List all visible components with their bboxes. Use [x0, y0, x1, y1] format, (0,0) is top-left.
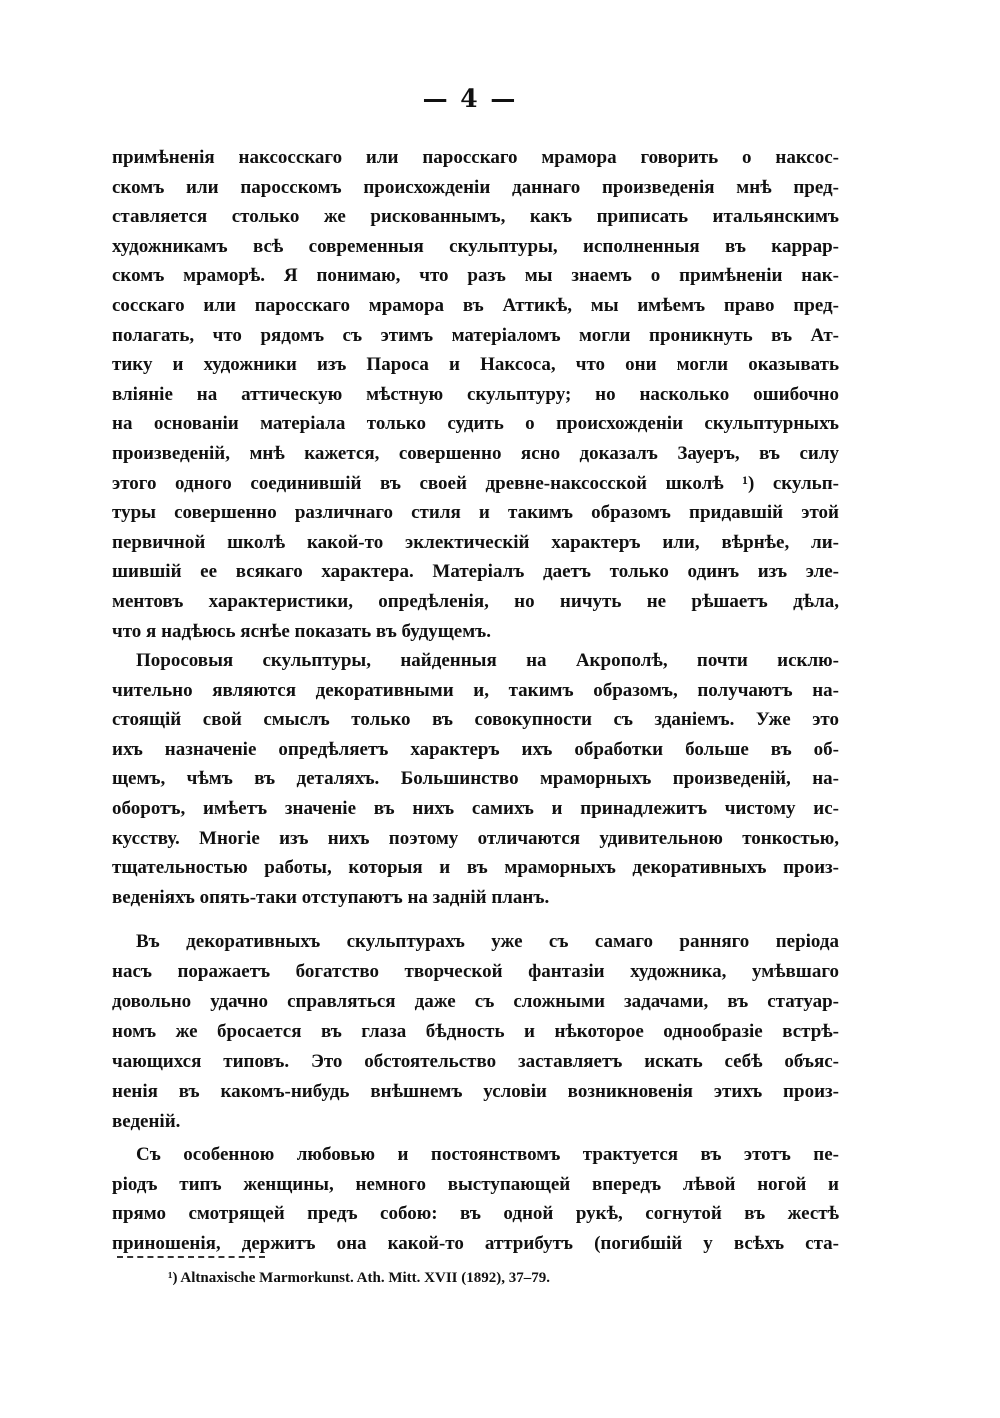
text-line: примѣненія наксосскаго или паросскаго мрамора говорить о наксос-: [112, 147, 839, 168]
text-block-2: [112, 927, 839, 1137]
text-line: стоящій свой смыслъ только въ совокупности съ зданіемъ. Уже это: [112, 709, 839, 731]
text-line: шившій ее всякаго характера. Матеріалъ даетъ только одинъ изъ эле-: [112, 561, 839, 583]
text-line: насъ поражаетъ богатство творческой фантазіи художника, умѣвшаго: [112, 961, 839, 982]
text-line: Въ декоративныхъ скульптурахъ уже съ самаго ранняго періода: [136, 931, 839, 952]
text-line: веденіяхъ опять-таки отступаютъ на задній планъ.: [112, 886, 550, 908]
text-line: на основаніи матеріала только судить о происхожденіи скульптурныхъ: [112, 413, 839, 435]
text-line: ментовъ характеристики, опредѣленія, но ничуть не рѣшаетъ дѣла,: [112, 590, 839, 612]
text-line: тщательностью работы, которыя и въ мраморныхъ декоративныхъ произ-: [112, 857, 839, 879]
text-line: прямо смотрящей предъ собою: въ одной рукѣ, согнутой въ жестѣ: [112, 1203, 839, 1224]
text-line: произведеній, мнѣ кажется, совершенно ясно доказалъ Зауеръ, въ силу: [112, 442, 839, 464]
text-line: тику и художники изъ Пароса и Наксоса, что они могли оказывать: [112, 354, 839, 376]
text-line: чительно являются декоративными и, такимъ образомъ, получаютъ на-: [112, 679, 839, 701]
text-line: ненія въ какомъ-нибудь внѣшнемъ условіи возникновенія этихъ произ-: [112, 1081, 839, 1102]
text-line: полагать, что рядомъ съ этимъ матеріаломъ могли проникнуть въ Ат-: [112, 324, 839, 346]
text-line: Съ особенною любовью и постоянствомъ трактуется въ этотъ пе-: [136, 1144, 839, 1165]
text-line: Поросовыя скульптуры, найденныя на Акрополѣ, почти исклю-: [136, 650, 839, 672]
text-line: чающихся типовъ. Это обстоятельство заставляетъ искать себѣ объяс-: [112, 1051, 839, 1072]
footnote: ¹) Altnaxische Marmorkunst. Ath. Mitt. XVII (1892), 37–79.: [168, 1270, 550, 1286]
text-line: скомъ мраморѣ. Я понимаю, что разъ мы знаемъ о примѣненіи нак-: [112, 265, 839, 287]
footnote-divider: [117, 1256, 265, 1258]
text-line: первичной школѣ какой-то эклектическій характеръ или, вѣрнѣе, ли-: [112, 531, 839, 553]
text-line: туры совершенно различнаго стиля и такимъ образомъ придавшій этой: [112, 502, 839, 524]
text-line: номъ же бросается въ глаза бѣдность и нѣкоторое однообразіе встрѣ-: [112, 1021, 839, 1042]
text-line: этого одного соединившій въ своей древне-наксосской школѣ ¹) скульп-: [112, 472, 839, 494]
text-block-1: [112, 143, 839, 912]
text-line: ставляется столько же рискованнымъ, какъ приписать итальянскимъ: [112, 206, 839, 228]
text-line: щемъ, чѣмъ въ деталяхъ. Большинство мраморныхъ произведеній, на-: [112, 768, 839, 790]
text-line: ихъ назначеніе опредѣляетъ характеръ ихъ обработки больше въ об-: [112, 738, 839, 760]
text-block-3: [112, 1140, 839, 1258]
text-line: приношенія, держитъ она какой-то аттрибутъ (погибшій у всѣхъ ста-: [112, 1232, 839, 1254]
text-line: довольно удачно справляться даже съ сложными задачами, въ статуар-: [112, 991, 839, 1012]
text-line: сосскаго или паросскаго мрамора въ Аттикѣ, мы имѣемъ право пред-: [112, 294, 839, 316]
text-line: что я надѣюсь яснѣе показать въ будущемъ.: [112, 620, 491, 642]
text-line: оборотъ, имѣетъ значеніе въ нихъ самихъ и принадлежитъ чистому ис-: [112, 798, 839, 820]
text-line: художникамъ всѣ современныя скульптуры, исполненныя въ каррар-: [112, 235, 839, 257]
text-line: веденій.: [112, 1111, 181, 1132]
page-number: — 4 —: [422, 84, 518, 113]
text-line: вліяніе на аттическую мѣстную скульптуру; но насколько ошибочно: [112, 383, 839, 405]
text-line: кусству. Многіе изъ нихъ поэтому отличаются удивительною тонкостью,: [112, 827, 839, 849]
text-line: скомъ или паросскомъ происхожденіи даннаго произведенія мнѣ пред-: [112, 176, 839, 198]
text-line: ріодъ типъ женщины, немного выступающей впередъ лѣвой ногой и: [112, 1173, 839, 1195]
